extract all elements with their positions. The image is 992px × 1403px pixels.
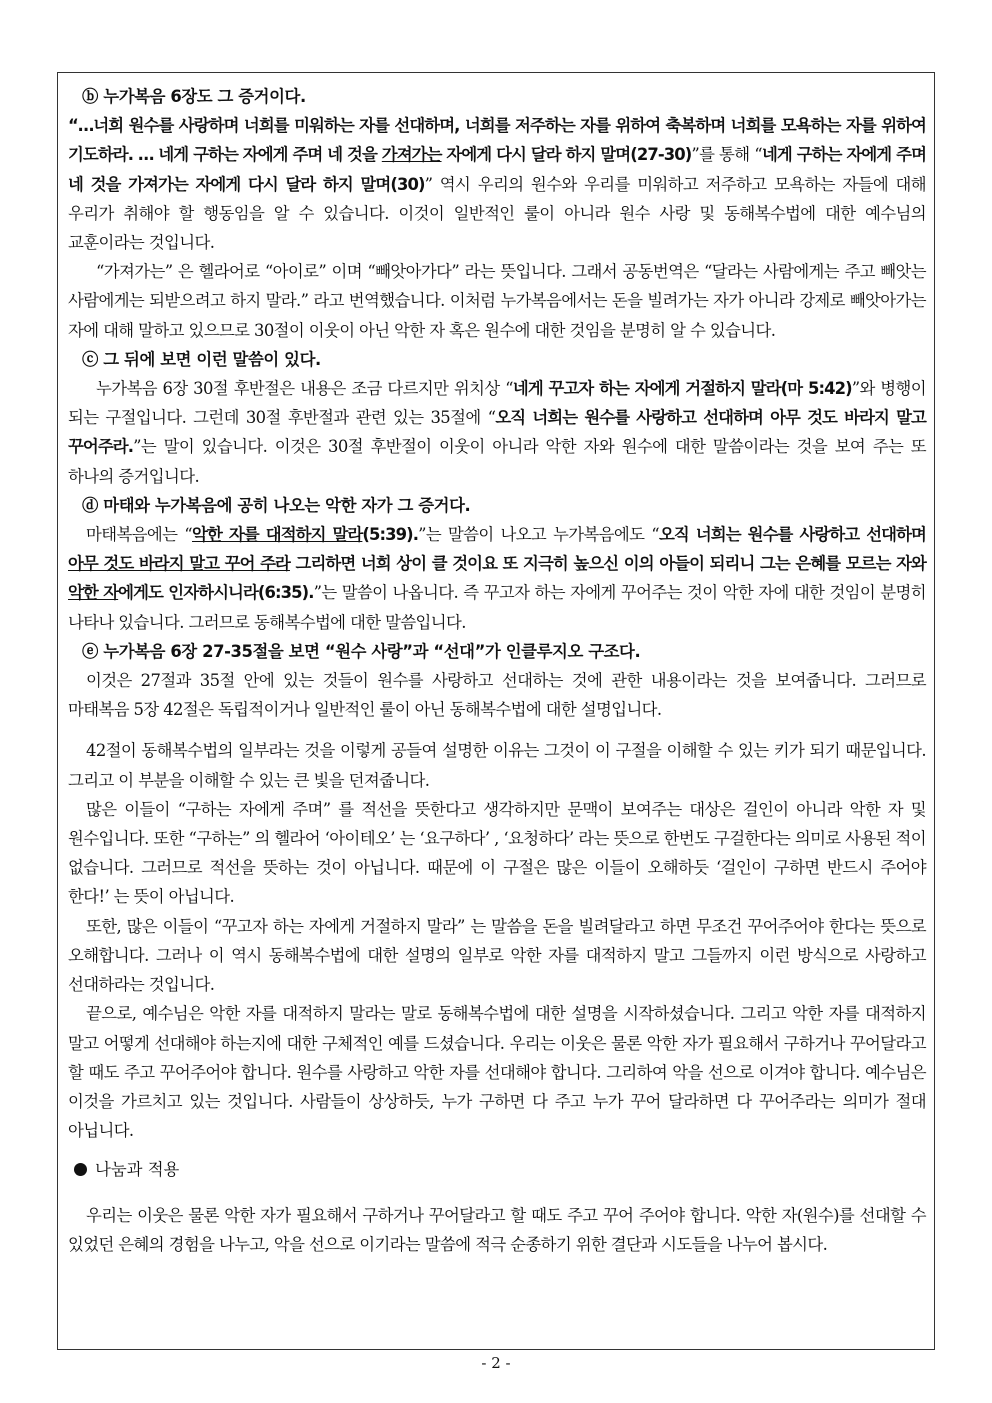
- heading-c: ⓒ 그 뒤에 보면 이런 말씀이 있다.: [82, 349, 321, 369]
- heading-e: ⓔ 누가복음 6장 27-35절을 보면 “원수 사랑”과 “선대”가 인클루지오 구조다.: [82, 641, 641, 661]
- document-body: [68, 82, 926, 1259]
- page-number: - 2 -: [481, 1354, 511, 1372]
- heading-b: ⓑ 누가복음 6장도 그 증거이다.: [82, 87, 306, 106]
- spacer: [68, 724, 926, 736]
- body-paragraph-2: 많은 이들이 “구하는 자에게 주며” 를 적선을 뜻한다고 생각하지만 문맥이 보여주는 대상은 걸인이 아니라 악한 자 및 원수입니다. 또한 “구하는” 의 헬라어 ‘아이테오’ 는 ‘요구하다’ , ‘요청하다’ 라는 뜻으로 한번도 구걸한다는 의미로 사용된 적이 없습니다. 그러므로 적선을 뜻하는 것이 아닙니다. 때문에 이 구절은 많은 이들이 오해하듯 ‘걸인이 구하면 반드시 주어야 한다!’ 는 뜻이 아닙니다.: [68, 799, 926, 907]
- paragraph-b-2: “가져가는” 은 헬라어로 “아이로” 이며 “빼앗아가다” 라는 뜻입니다. 그래서 공동번역은 “달라는 사람에게는 주고 빼앗는 사람에게는 되받으려고 하지 말라.” 라고 번역했습니다. 이처럼 누가복음에서는 돈을 빌려가는 자가 아니라 강제로 빼앗아가는 자에 대해 말하고 있으므로 30절이 이웃이 아닌 악한 자 혹은 원수에 대한 것임을 분명히 알 수 있습니다.: [68, 262, 926, 340]
- body-paragraph-3: 또한, 많은 이들이 “꾸고자 하는 자에게 거절하지 말라” 는 말씀을 돈을 빌려달라고 하면 무조건 꾸어주어야 한다는 뜻으로 오해합니다. 그러나 이 역시 동해복수법에 대한 설명의 일부로 악한 자를 대적하지 말고 그들까지 이런 방식으로 사랑하고 선대하라는 것입니다.: [68, 916, 926, 995]
- paragraph-b-1: “…너희 원수를 사랑하며 너희를 미워하는 자를 선대하며, 너희를 저주하는 자를 위하여 축복하며 너희를 모욕하는 자를 위하여 기도하라. … 네게 구하는 자에게 주며 네 것을 가져가는 자에게 다시 달라 하지 말며(27-30)”를 통해 “네게 구하는 자에게 주며 네 것을 가져가는 자에게 다시 달라 하지 말며(30)” 역시 우리의 원수와 우리를 미워하고 저주하고 모욕하는 자들에 대해 우리가 취해야 할 행동임을 알 수 있습니다. 이것이 일반적인 룰이 아니라 원수 사랑 및 동해복수법에 대한 예수님의 교훈이라는 것입니다.: [68, 116, 926, 253]
- body-paragraph-1: 42절이 동해복수법의 일부라는 것을 이렇게 공들여 설명한 이유는 그것이 이 구절을 이해할 수 있는 키가 되기 때문입니다. 그리고 이 부분을 이해할 수 있는 큰 빛을 던져줍니다.: [68, 741, 926, 790]
- bullet-icon: [74, 1163, 87, 1176]
- body-paragraph-4: 끝으로, 예수님은 악한 자를 대적하지 말라는 말로 동해복수법에 대한 설명을 시작하셨습니다. 그리고 악한 자를 대적하지 말고 어떻게 선대해야 하는지에 대한 구체적인 예를 드셨습니다. 우리는 이웃은 물론 악한 자가 필요해서 구하거나 꾸어달라고 할 때도 주고 꾸어주어야 합니다. 원수를 사랑하고 악한 자를 선대해야 합니다. 그리하여 악을 선으로 이겨야 합니다. 예수님은 이것을 가르치고 있는 것입니다. 사람들이 상상하듯, 누가 구하면 다 주고 누가 꾸어 달라하면 다 꾸어주라는 의미가 절대 아닙니다.: [68, 1004, 926, 1141]
- heading-d: ⓓ 마태와 누가복음에 공히 나오는 악한 자가 그 증거다.: [82, 495, 471, 515]
- sharing-heading: 나눔과 적용: [74, 1155, 926, 1184]
- paragraph-e: 이것은 27절과 35절 안에 있는 것들이 원수를 사랑하고 선대하는 것에 관한 내용이라는 것을 보여줍니다. 그러므로 마태복음 5장 42절은 독립적이거나 일반적인 룰이 아닌 동해복수법에 대한 설명입니다.: [68, 671, 926, 720]
- paragraph-c: 누가복음 6장 30절 후반절은 내용은 조금 다르지만 위치상 “네게 꾸고자 하는 자에게 거절하지 말라(마 5:42)”와 병행이 되는 구절입니다. 그런데 30절 후반절과 관련 있는 35절에 “오직 너희는 원수를 사랑하고 선대하며 아무 것도 바라지 말고 꾸어주라.”는 말이 있습니다. 이것은 30절 후반절이 이웃이 아니라 악한 자와 원수에 대한 말씀이라는 것을 보여 주는 또 하나의 증거입니다.: [68, 379, 926, 486]
- sharing-paragraph: 우리는 이웃은 물론 악한 자가 필요해서 구하거나 꾸어달라고 할 때도 주고 꾸어 주어야 합니다. 악한 자(원수)를 선대할 수 있었던 은혜의 경험을 나누고, 악을 선으로 이기라는 말씀에 적극 순종하기 위한 결단과 시도들을 나누어 봅시다.: [68, 1205, 926, 1254]
- paragraph-d: 마태복음에는 “악한 자를 대적하지 말라(5:39).”는 말씀이 나오고 누가복음에도 “오직 너희는 원수를 사랑하고 선대하며 아무 것도 바라지 말고 꾸어 주라 그리하면 너희 상이 클 것이요 또 지극히 높으신 이의 아들이 되리니 그는 은혜를 모르는 자와 악한 자에게도 인자하시니라(6:35).”는 말씀이 나옵니다. 즉 꾸고자 하는 자에게 꾸어주는 것이 악한 자에 대한 것임이 분명히 나타나 있습니다. 그러므로 동해복수법에 대한 말씀입니다.: [68, 525, 926, 632]
